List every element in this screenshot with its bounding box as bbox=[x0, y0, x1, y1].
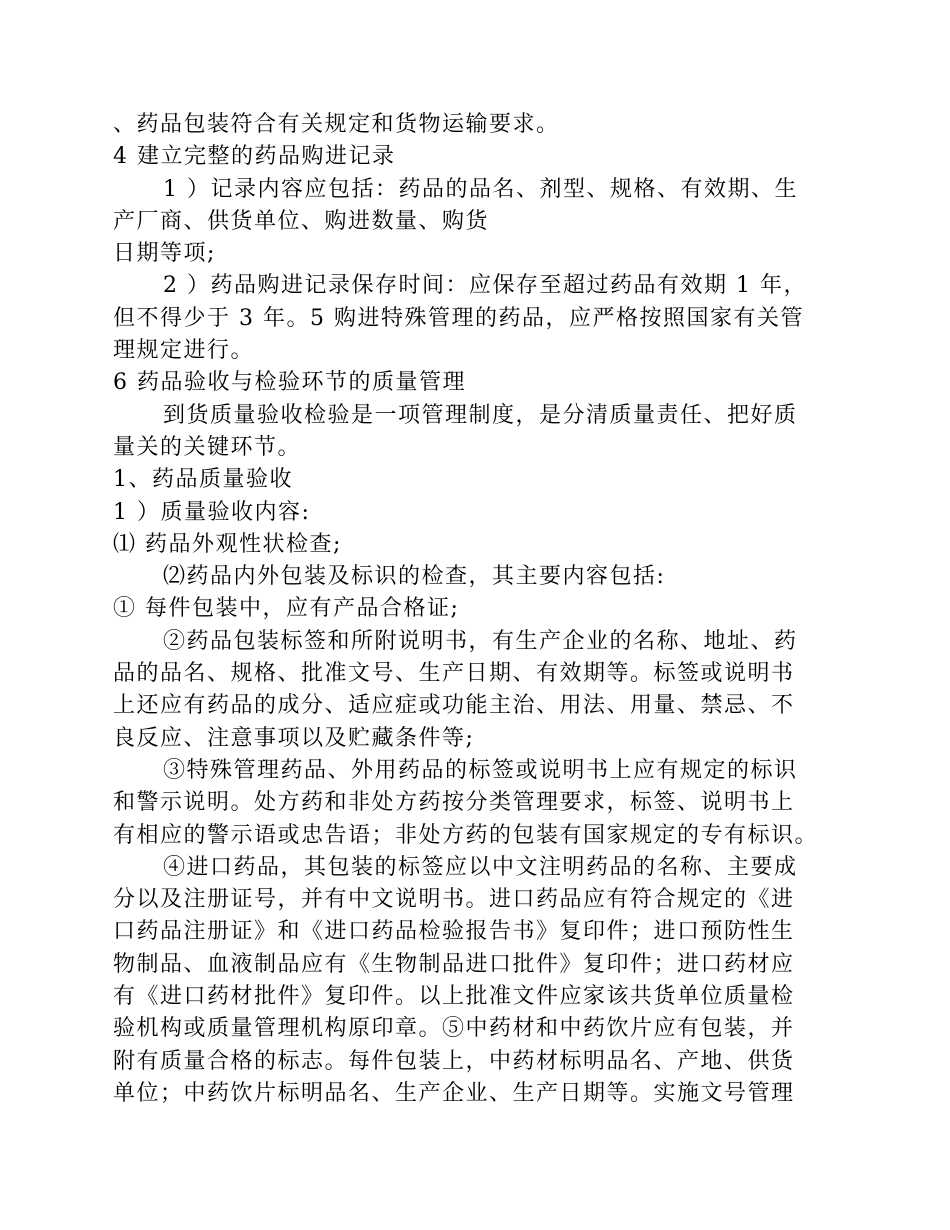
text-line: 附有质量合格的标志。每件包装上，中药材标明品名、产地、供货 bbox=[113, 1048, 795, 1074]
section-heading: 4 建立完整的药品购进记录 bbox=[113, 144, 396, 170]
text-line: 口药品注册证》和《进口药品检验报告书》复印件；进口预防性生 bbox=[113, 919, 795, 945]
text-line: ③特殊管理药品、外用药品的标签或说明书上应有规定的标识 bbox=[163, 757, 798, 783]
section-heading: 1、药品质量验收 bbox=[113, 467, 293, 493]
text-line: 分以及注册证号，并有中文说明书。进口药品应有符合规定的《进 bbox=[113, 887, 795, 913]
text-line: 良反应、注意事项以及贮藏条件等; bbox=[113, 725, 475, 751]
document-body bbox=[113, 109, 843, 1110]
text-line: 产厂商、供货单位、购进数量、购货 bbox=[113, 208, 490, 234]
text-line: 单位；中药饮片标明品名、生产企业、生产日期等。实施文号管理 bbox=[113, 1080, 795, 1106]
text-line: 验机构或质量管理机构原印章。⑤中药材和中药饮片应有包装，并 bbox=[113, 1016, 795, 1042]
text-line: 理规定进行。 bbox=[113, 338, 255, 364]
text-line: 2 ）药品购进记录保存时间：应保存至超过药品有效期 1 年， bbox=[163, 273, 807, 299]
text-line: 有相应的警示语或忠告语；非处方药的包装有国家规定的专有标识。 bbox=[113, 822, 819, 848]
text-line: ⑴ 药品外观性状检查; bbox=[113, 531, 342, 557]
text-line: 量关的关键环节。 bbox=[113, 434, 302, 460]
text-line: 1 ）质量验收内容: bbox=[113, 499, 311, 525]
text-line: 上还应有药品的成分、适应症或功能主治、用法、用量、禁忌、不 bbox=[113, 693, 795, 719]
section-heading: 6 药品验收与检验环节的质量管理 bbox=[113, 370, 466, 396]
text-line: ⑵药品内外包装及标识的检查，其主要内容包括: bbox=[163, 564, 666, 590]
text-line: 和警示说明。处方药和非处方药按分类管理要求，标签、说明书上 bbox=[113, 790, 795, 816]
text-line: ②药品包装标签和所附说明书，有生产企业的名称、地址、药 bbox=[163, 628, 798, 654]
text-line: ① 每件包装中，应有产品合格证; bbox=[113, 596, 460, 622]
text-line: 到货质量验收检验是一项管理制度，是分清质量责任、把好质 bbox=[163, 402, 798, 428]
text-line: 1 ）记录内容应包括：药品的品名、剂型、规格、有效期、生 bbox=[163, 176, 798, 202]
text-line: 但不得少于 3 年。5 购进特殊管理的药品，应严格按照国家有关管 bbox=[113, 305, 804, 331]
text-line: ④进口药品，其包装的标签应以中文注明药品的名称、主要成 bbox=[163, 854, 798, 880]
text-line: 物制品、血液制品应有《生物制品进口批件》复印件；进口药材应 bbox=[113, 951, 795, 977]
text-line: 日期等项; bbox=[113, 241, 216, 267]
text-line: 、药品包装符合有关规定和货物运输要求。 bbox=[113, 112, 560, 137]
text-line: 有《进口药材批件》复印件。以上批准文件应家该共货单位质量检 bbox=[113, 984, 795, 1010]
text-line: 品的品名、规格、批准文号、生产日期、有效期等。标签或说明书 bbox=[113, 661, 795, 687]
